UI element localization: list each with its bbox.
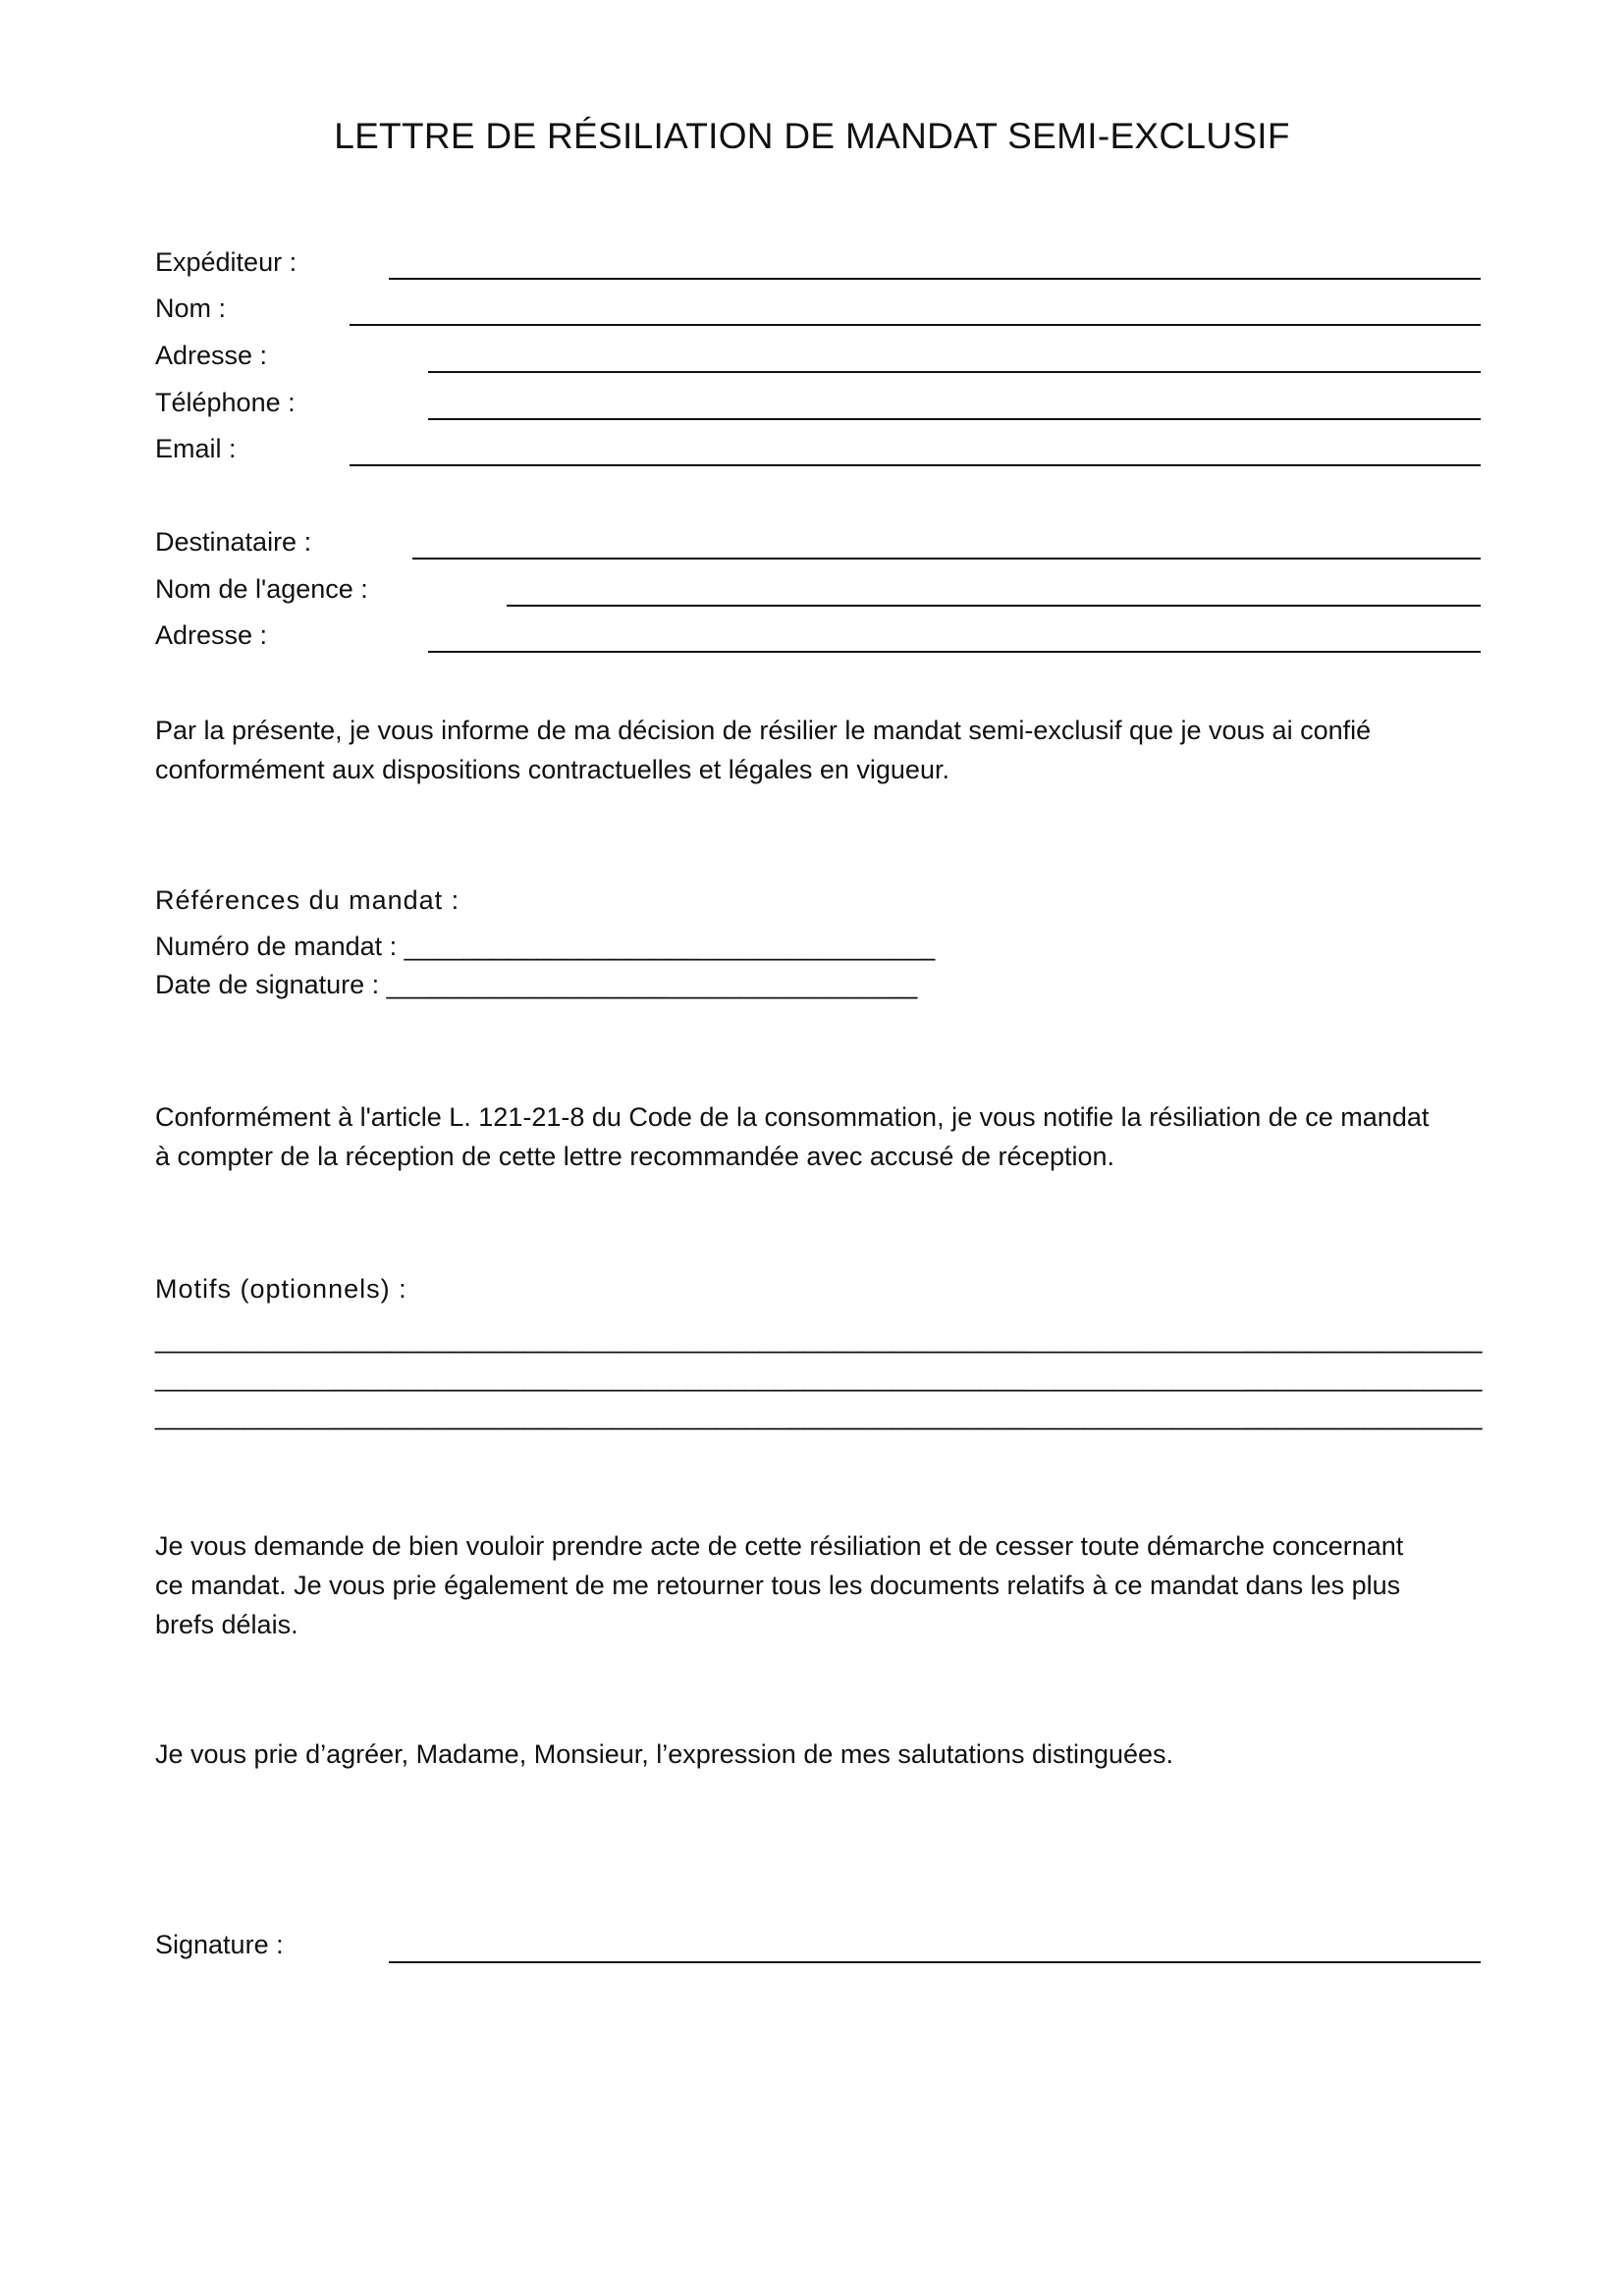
signature-label: Signature :: [155, 1930, 284, 1959]
document-title: LETTRE DE RÉSILIATION DE MANDAT SEMI-EXCLUSIF: [334, 116, 1290, 156]
request-line: brefs délais.: [155, 1610, 298, 1639]
sender-phone-label: Téléphone :: [155, 388, 296, 417]
sender-name-label: Nom :: [155, 294, 227, 323]
intro-paragraph: [155, 711, 1530, 789]
notice-line: à compter de la réception de cette lettre recommandée avec accusé de réception.: [155, 1142, 1115, 1171]
recipient-field-line[interactable]: [412, 558, 1481, 560]
signature-field-line[interactable]: [389, 1961, 1481, 1963]
notice-paragraph: [155, 1097, 1530, 1176]
signature-date-field[interactable]: Date de signature : ____________________________________: [155, 970, 918, 999]
request-paragraph: [155, 1526, 1530, 1644]
mandate-number-field[interactable]: Numéro de mandat : ____________________________________: [155, 932, 936, 961]
agency-name-label: Nom de l'agence :: [155, 574, 368, 604]
intro-line: conformément aux dispositions contractuelles et légales en vigueur.: [155, 755, 949, 784]
sender-field-line[interactable]: [389, 278, 1481, 280]
request-line: ce mandat. Je vous prie également de me retourner tous les documents relatifs à ce mandat dans les plus: [155, 1571, 1401, 1600]
closing-line: Je vous prie d’agréer, Madame, Monsieur, l’expression de mes salutations distinguées.: [155, 1739, 1174, 1769]
motifs-line[interactable]: __________________________________________________________________________________________: [155, 1362, 1483, 1392]
sender-email-field-line[interactable]: [350, 464, 1481, 466]
agency-name-field-line[interactable]: [507, 605, 1481, 607]
sender-phone-field-line[interactable]: [428, 418, 1481, 420]
recipient-address-field-line[interactable]: [428, 651, 1481, 653]
recipient-label: Destinataire :: [155, 527, 312, 557]
motifs-line[interactable]: __________________________________________________________________________________________: [155, 1324, 1483, 1354]
motifs-line[interactable]: __________________________________________________________________________________________: [155, 1401, 1483, 1430]
notice-line: Conformément à l'article L. 121-21-8 du Code de la consommation, je vous notifie la résiliation de ce mandat: [155, 1102, 1430, 1132]
sender-email-label: Email :: [155, 434, 237, 463]
sender-name-field-line[interactable]: [350, 324, 1481, 326]
motifs-heading: Motifs (optionnels) :: [155, 1274, 407, 1304]
sender-address-label: Adresse :: [155, 341, 268, 370]
request-line: Je vous demande de bien vouloir prendre acte de cette résiliation et de cesser toute démarche concernant: [155, 1531, 1404, 1561]
references-heading: Références du mandat :: [155, 885, 460, 915]
intro-line: Par la présente, je vous informe de ma décision de résilier le mandat semi-exclusif que je vous ai confié: [155, 716, 1372, 745]
recipient-address-label: Adresse :: [155, 620, 268, 650]
sender-address-field-line[interactable]: [428, 371, 1481, 373]
closing-paragraph: [155, 1735, 1530, 1774]
sender-label: Expéditeur :: [155, 247, 298, 277]
